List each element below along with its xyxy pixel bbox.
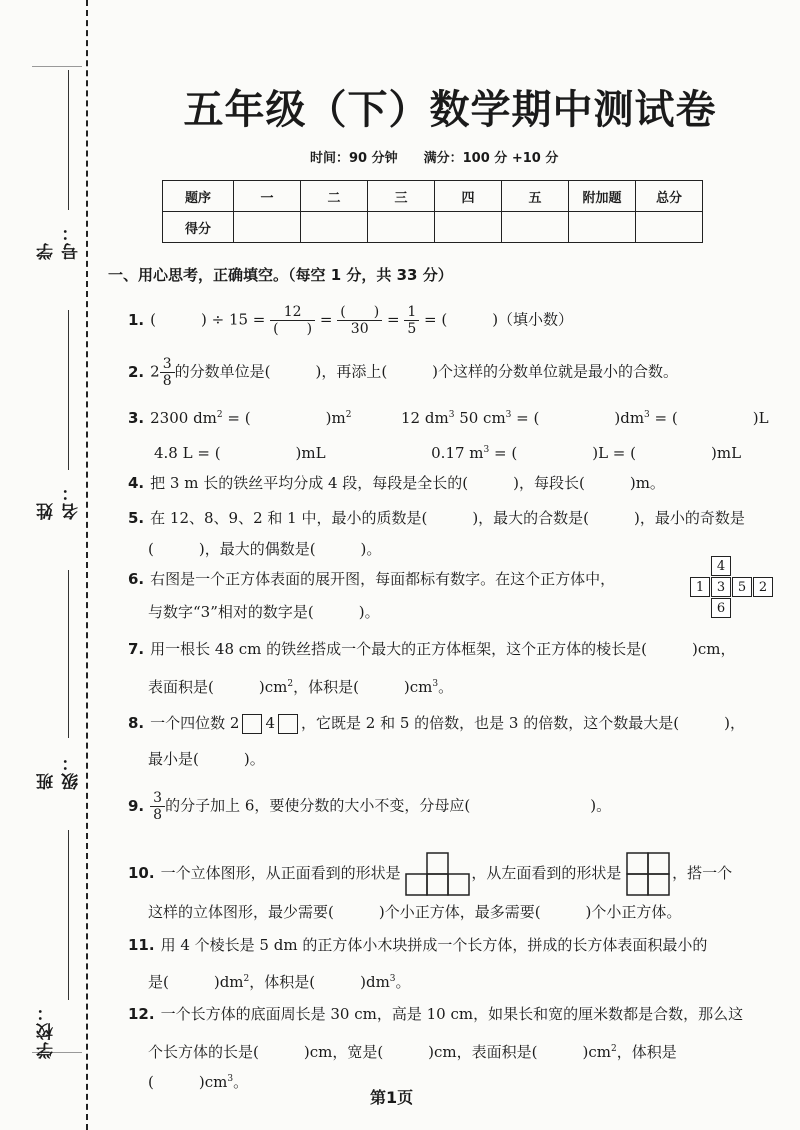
q3-b2: 50 cm <box>454 409 506 427</box>
q3-b1: 12 dm <box>401 409 449 427</box>
score-cell[interactable] <box>502 212 569 243</box>
q11-line1: 用 4 个棱长是 5 dm 的正方体小木块拼成一个长方体，拼成的长方体表面积最小的 <box>160 936 708 954</box>
q3-a1: 2300 dm <box>150 409 217 427</box>
question-12-line-2 <box>148 1038 677 1063</box>
fraction-denominator: 8 <box>162 373 172 389</box>
name-label: 姓名： <box>37 482 82 520</box>
class-label: 班级： <box>37 752 82 790</box>
student-id-field <box>20 70 84 260</box>
superscript: 2 <box>287 679 294 689</box>
question-number: 8. <box>128 714 145 732</box>
net-cell: 2 <box>753 577 773 597</box>
q7-surface[interactable]: 表面积是( )cm <box>148 678 288 696</box>
q11-surface[interactable]: 是( )dm <box>148 973 244 991</box>
question-number: 1. <box>128 310 145 329</box>
question-number: 3. <box>128 409 145 427</box>
q7-line1[interactable]: 用一根长 48 cm 的铁丝搭成一个最大的正方体框架，这个正方体的棱长是( )cm， <box>150 640 736 658</box>
fraction-denominator[interactable]: ( ) <box>273 321 313 337</box>
question-9 <box>128 790 611 823</box>
score-header-cell: 五 <box>502 181 569 212</box>
question-number: 5. <box>128 509 145 527</box>
binding-cut-line <box>86 0 88 1130</box>
fraction <box>337 304 382 337</box>
exam-full-score: 满分：100 分 +10 分 <box>423 151 559 166</box>
question-7 <box>128 638 736 660</box>
question-10-line-2[interactable]: 这样的立体图形，最少需要( )个小正方体，最多需要( )个小正方体。 <box>148 903 682 921</box>
superscript: 3 <box>389 974 396 984</box>
cube-net-diagram <box>690 556 774 620</box>
fraction-numerator[interactable]: ( ) <box>337 304 382 321</box>
question-8-line-2[interactable]: 最小是( )。 <box>148 750 265 768</box>
q3-a2[interactable]: = ( )m <box>222 409 346 427</box>
superscript: 2 <box>216 410 223 420</box>
q1-part-b[interactable]: = ( )（填小数） <box>424 310 574 329</box>
exam-time: 时间：90 分钟 <box>310 151 398 166</box>
score-header-cell: 三 <box>368 181 435 212</box>
question-10 <box>128 852 732 896</box>
q8-b: 4 <box>265 714 275 732</box>
score-cell[interactable] <box>234 212 301 243</box>
score-table-header-row <box>163 181 703 212</box>
question-8 <box>128 712 745 734</box>
q7-volume[interactable]: ，体积是( )cm <box>293 678 433 696</box>
net-cell: 1 <box>690 577 710 597</box>
superscript: 3 <box>644 410 650 420</box>
score-header-cell: 四 <box>435 181 502 212</box>
net-cell: 5 <box>732 577 752 597</box>
school-field <box>20 830 84 1060</box>
section-1-title: 一、用心思考，正确填空。（每空 1 分，共 33 分） <box>108 266 453 284</box>
question-7-line-2 <box>148 673 453 698</box>
fraction <box>404 304 419 337</box>
q4-text[interactable]: 把 3 m 长的铁丝平均分成 4 段，每段是全长的( )，每段长( )m。 <box>150 474 665 492</box>
name-line[interactable] <box>68 310 69 470</box>
q3-b3[interactable]: = ( )dm <box>511 409 645 427</box>
question-number: 9. <box>128 796 145 815</box>
net-cell: 3 <box>711 577 731 597</box>
question-number: 2. <box>128 362 145 381</box>
score-header-cell: 题序 <box>163 181 234 212</box>
q8-a: 一个四位数 2 <box>150 714 240 732</box>
score-header-cell: 一 <box>234 181 301 212</box>
q12-volume-label: ，体积是 <box>616 1043 677 1061</box>
page-title: 五年级（下）数学期中测试卷 <box>183 87 717 133</box>
fraction-denominator: 8 <box>153 807 163 823</box>
superscript: 2 <box>243 974 250 984</box>
q3-c1[interactable]: 4.8 L = ( )mL <box>154 444 326 462</box>
cut-mark <box>32 66 82 67</box>
score-cell[interactable] <box>301 212 368 243</box>
score-cell[interactable] <box>368 212 435 243</box>
q1-part-a[interactable]: ( ) ÷ 15 = <box>150 310 266 329</box>
question-number: 12. <box>128 1005 155 1023</box>
fraction-numerator: 12 <box>270 304 315 321</box>
question-4 <box>128 472 665 494</box>
question-12-line-3 <box>148 1068 248 1093</box>
question-number: 10. <box>128 864 155 882</box>
name-field <box>20 310 84 520</box>
q2-text[interactable]: 的分数单位是( )，再添上( )个这样的分数单位就是最小的合数。 <box>174 362 679 381</box>
school-line[interactable] <box>68 830 69 1000</box>
net-cell: 6 <box>711 598 731 618</box>
score-table <box>162 180 703 243</box>
superscript: 2 <box>345 410 352 420</box>
score-cell[interactable] <box>636 212 703 243</box>
question-3-line-2 <box>154 439 741 464</box>
class-field <box>20 570 84 790</box>
q8-c[interactable]: ，它既是 2 和 5 的倍数，也是 3 的倍数，这个数最大是( )， <box>301 714 745 732</box>
q7-end: 。 <box>438 678 454 696</box>
q3-d1: 0.17 m <box>431 444 484 462</box>
left-view-figure <box>626 852 672 896</box>
question-11-line-2 <box>148 968 411 993</box>
q11-volume[interactable]: ，体积是( )dm <box>249 973 390 991</box>
question-5-line-2[interactable]: ( )，最大的偶数是( )。 <box>148 540 382 558</box>
fraction-numerator: 3 <box>150 790 165 807</box>
school-label: 学校： <box>37 1002 57 1059</box>
score-cell[interactable] <box>569 212 636 243</box>
front-view-figure <box>405 852 471 896</box>
score-header-cell: 附加题 <box>569 181 636 212</box>
question-1 <box>128 304 573 337</box>
student-id-label: 学号： <box>37 222 82 260</box>
q10-c: ，搭一个 <box>672 864 733 882</box>
superscript: 3 <box>227 1074 234 1084</box>
question-number: 4. <box>128 474 145 492</box>
digit-box[interactable] <box>242 714 262 734</box>
superscript: 3 <box>505 410 512 420</box>
q3-b4[interactable]: = ( )L <box>649 409 769 427</box>
q10-a: 一个立体图形，从正面看到的形状是 <box>160 864 401 882</box>
q9-text[interactable]: 的分子加上 6，要使分数的大小不变，分母应( )。 <box>165 796 612 815</box>
question-11 <box>128 934 707 956</box>
superscript: 3 <box>448 410 455 420</box>
fraction <box>150 790 165 823</box>
equals-sign: = <box>386 310 400 329</box>
question-number: 11. <box>128 936 155 954</box>
mixed-whole: 2 <box>150 362 160 381</box>
q6-line1: 右图是一个正方体表面的展开图，每面都标有数字。在这个正方体中， <box>150 570 616 588</box>
question-number: 7. <box>128 640 145 658</box>
fraction-numerator: 3 <box>160 356 175 373</box>
q12-line1: 一个长方体的底面周长是 30 cm，高是 10 cm，如果长和宽的厘米数都是合数，那么这 <box>160 1005 744 1023</box>
q10-b: ，从左面看到的形状是 <box>471 864 622 882</box>
superscript: 2 <box>611 1044 617 1054</box>
q5-line1[interactable]: 在 12、8、9、2 和 1 中，最小的质数是( )，最大的合数是( )，最小的奇数是 <box>150 509 745 527</box>
superscript: 3 <box>483 445 490 455</box>
question-12 <box>128 1003 743 1025</box>
student-id-line[interactable] <box>68 70 69 210</box>
score-header-cell: 二 <box>301 181 368 212</box>
superscript: 3 <box>432 679 439 689</box>
score-header-cell: 总分 <box>636 181 703 212</box>
question-6 <box>128 568 615 590</box>
fraction-numerator: 1 <box>404 304 419 321</box>
q12-dimensions[interactable]: 个长方体的长是( )cm，宽是( )cm，表面积是( )cm <box>148 1043 611 1061</box>
question-3 <box>128 404 769 429</box>
class-line[interactable] <box>68 570 69 738</box>
digit-box[interactable] <box>278 714 298 734</box>
question-5 <box>128 507 745 529</box>
score-table-score-row <box>163 212 703 243</box>
question-number: 6. <box>128 570 145 588</box>
score-row-label: 得分 <box>163 212 234 243</box>
exam-meta <box>310 147 558 166</box>
page-number: 第1页 <box>370 1088 414 1107</box>
equals-sign: = <box>319 310 333 329</box>
question-2 <box>128 356 678 389</box>
q12-volume[interactable]: ( )cm <box>148 1073 228 1091</box>
q3-d2[interactable]: = ( )L = ( )mL <box>489 444 742 462</box>
question-6-line-2[interactable]: 与数字“3”相对的数字是( )。 <box>148 603 380 621</box>
fraction <box>160 356 175 389</box>
fraction <box>270 304 315 337</box>
q11-end: 。 <box>395 973 411 991</box>
fraction-denominator: 30 <box>350 321 369 337</box>
score-cell[interactable] <box>435 212 502 243</box>
q12-end: 。 <box>233 1073 249 1091</box>
net-cell: 4 <box>711 556 731 576</box>
fraction-denominator: 5 <box>407 321 417 337</box>
